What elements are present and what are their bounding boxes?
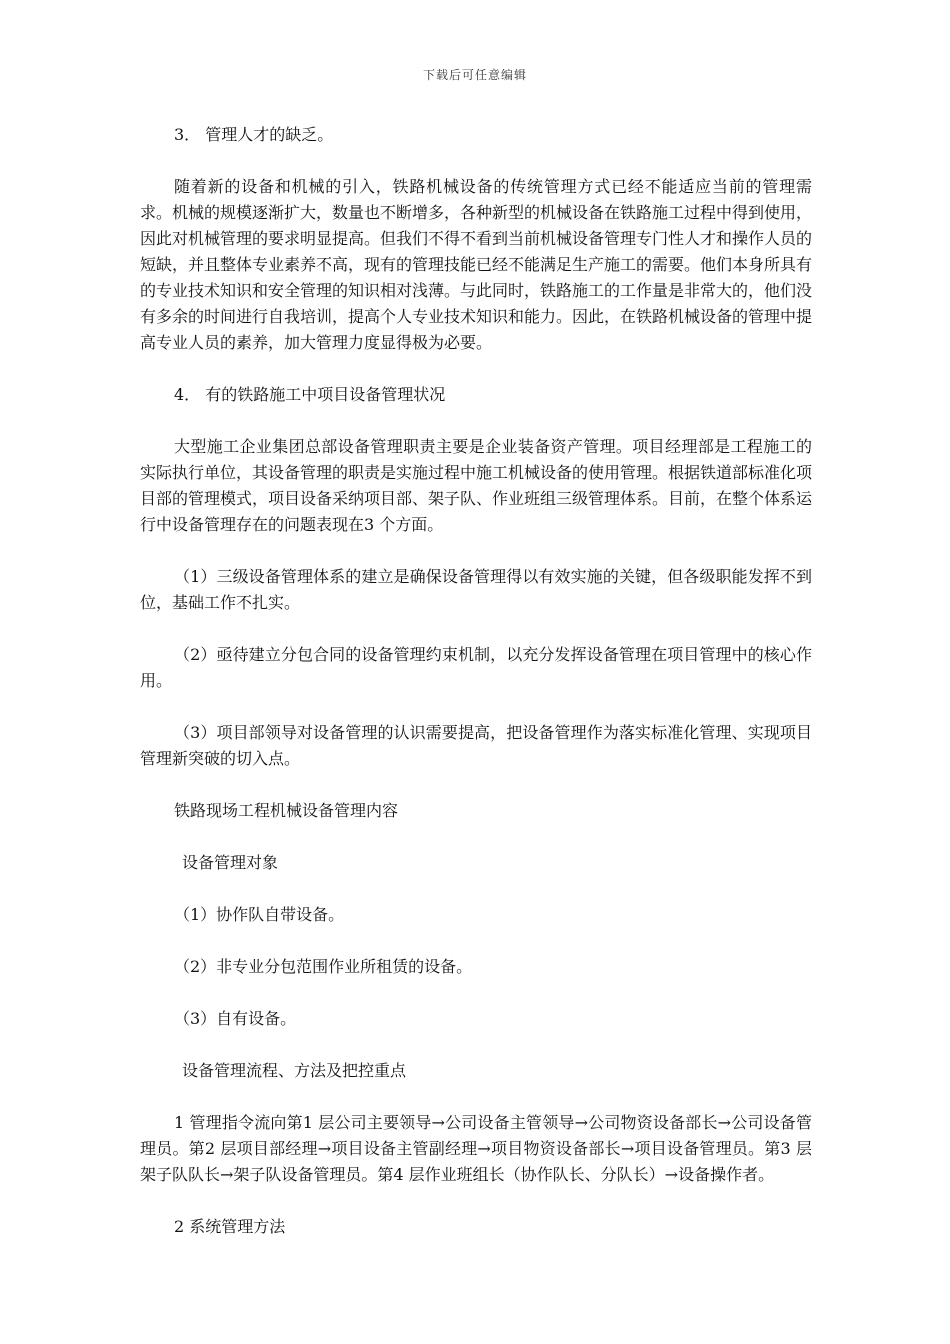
flow-paragraph: 1 管理指令流向第1 层公司主要领导→公司设备主管领导→公司物资设备部长→公司设备管理员。第2 层项目部经理→项目设备主管副经理→项目物资设备部长→项目设备管理员。第3 层架子队队长→架子队设备管理员。第4 层作业班组长（协作队长、分队长）→设备操作者。 — [140, 1113, 812, 1184]
section-4-paragraph: 大型施工企业集团总部设备管理职责主要是企业装备资产管理。项目经理部是工程施工的实际执行单位，其设备管理的职责是实施过程中施工机械设备的使用管理。根据铁道部标准化项目部的管理模式，项目设备采纳项目部、架子队、作业班组三级管理体系。目前，在整个体系运行中设备管理存在的问题表现在3 个方面。 — [140, 437, 813, 534]
section-4-item-1: （1）三级设备管理体系的建立是确保设备管理得以有效实施的关键，但各级职能发挥不到位，基础工作不扎实。 — [140, 567, 812, 612]
objects-heading: 设备管理对象 — [182, 853, 279, 872]
section-4-item-3: （3）项目部领导对设备管理的认识需要提高，把设备管理作为落实标准化管理、实现项目管理新突破的切入点。 — [140, 723, 812, 768]
page-header: 下载后可任意编辑 — [422, 68, 527, 82]
section-4-item-2: （2）亟待建立分包合同的设备管理约束机制，以充分发挥设备管理在项目管理中的核心作用。 — [140, 645, 812, 690]
method-heading: 2 系统管理方法 — [174, 1217, 286, 1236]
section-3-paragraph: 随着新的设备和机械的引入，铁路机械设备的传统管理方式已经不能适应当前的管理需求。机械的规模逐渐扩大，数量也不断增多，各种新型的机械设备在铁路施工过程中得到使用，因此对机械管理的要求明显提高。但我们不得不看到当前机械设备管理专门性人才和操作人员的短缺，并且整体专业素养不高，现有的管理技能已经不能满足生产施工的需要。他们本身所具有的专业技术知识和安全管理的知识相对浅薄。与此同时，铁路施工的工作量是非常大的，他们没有多余的时间进行自我培训，提高个人专业技术知识和能力。因此，在铁路机械设备的管理中提高专业人员的素养，加大管理力度显得极为必要。 — [140, 177, 813, 352]
section-3-heading: 3． 管理人才的缺乏。 — [174, 125, 334, 144]
object-item-2: （2）非专业分包范围作业所租赁的设备。 — [174, 957, 473, 976]
object-item-3: （3）自有设备。 — [174, 1009, 297, 1028]
content-heading: 铁路现场工程机械设备管理内容 — [174, 801, 399, 820]
document-body — [140, 122, 812, 1266]
section-4-heading: 4． 有的铁路施工中项目设备管理状况 — [174, 385, 446, 404]
flow-heading: 设备管理流程、方法及把控重点 — [182, 1061, 407, 1080]
object-item-1: （1）协作队自带设备。 — [174, 905, 345, 924]
